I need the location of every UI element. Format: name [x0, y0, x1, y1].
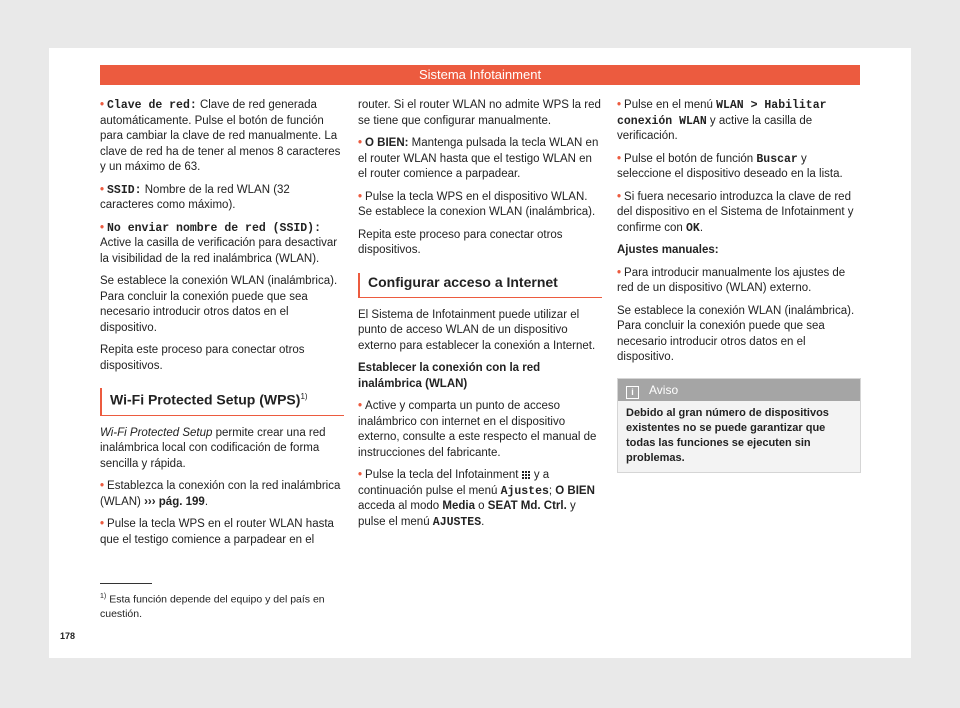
list-item: • Pulse la tecla WPS en el router WLAN hasta que el testigo comience a parpadear en el: [100, 518, 334, 546]
section-title-wps: Wi-Fi Protected Setup (WPS)$^{1)}$: [100, 388, 344, 416]
list-item: • Pulse la tecla del Infotainment y a continuación pulse el menú Ajustes; O BIEN acceda al modo Media o SEAT Md. Ctrl. y pulse el menú AJUSTES.: [358, 469, 595, 529]
list-item: • Establezca la conexión con la red inalámbrica (WLAN) ››› pág. 199.: [100, 480, 341, 508]
footnote-divider: [100, 583, 152, 584]
paragraph: Repita este proceso para conectar otros dispositivos.: [358, 228, 563, 256]
bullet: •: [617, 266, 622, 279]
paragraph: Repita este proceso para conectar otros dispositivos.: [100, 344, 305, 372]
bullet: •: [617, 190, 622, 203]
subheading: Establecer la conexión con la red inalámbrica (WLAN): [358, 362, 541, 390]
paragraph: Se establece la conexión WLAN (inalámbrica). Para concluir la conexión puede que sea necesario introducir otros datos en el dispositivo.: [100, 275, 338, 334]
section-title-internet: Configurar acceso a Internet: [358, 273, 602, 298]
page-reference-link[interactable]: ››› pág. 199: [144, 495, 205, 508]
notice-box: [617, 378, 861, 473]
column-3: [617, 98, 861, 473]
footnote: $^{1)}$ Esta función depende del equipo y del país en cuestión.: [100, 593, 325, 620]
bullet: •: [100, 480, 105, 493]
list-item: • Pulse en el menú WLAN > Habilitar conexión WLAN y active la casilla de verificación.: [617, 99, 827, 142]
bullet: •: [358, 400, 363, 412]
bullet: •: [100, 183, 105, 196]
notice-header: i Aviso: [618, 379, 860, 401]
notice-body: Debido al gran número de dispositivos existentes no se puede garantizar que todas las funciones se ejecuten sin problemas.: [618, 401, 860, 472]
list-item: • Si fuera necesario introduzca la clave de red del dispositivo en el Sistema de Infotainment y confirme con OK.: [617, 190, 854, 235]
paragraph: Se establece la conexión WLAN (inalámbrica). Para concluir la conexión puede que sea necesario introducir otros datos en el dispositivo.: [617, 304, 855, 363]
list-item: • SSID: Nombre de la red WLAN (32 caracteres como máximo).: [100, 183, 290, 211]
paragraph: El Sistema de Infotainment puede utilizar el punto de acceso WLAN de un dispositivo externo para establecer la conexión a Internet.: [358, 308, 596, 352]
bullet: •: [100, 99, 105, 111]
column-1: [100, 98, 344, 555]
subheading: Ajustes manuales:: [617, 244, 719, 256]
list-item: • Clave de red: Clave de red generada automáticamente. Pulse el botón de función para cambiar la clave de red manualmente. La clave de red ha de tener al menos 8 caracteres y un máximo de 63.: [100, 99, 341, 173]
list-item: • Pulse el botón de función Buscar y seleccione el dispositivo deseado en la lista.: [617, 152, 843, 180]
bullet: •: [617, 152, 622, 165]
info-icon: i: [626, 386, 639, 399]
bullet: •: [358, 190, 363, 203]
page-header: Sistema Infotainment: [100, 65, 860, 85]
list-item: • No enviar nombre de red (SSID): Active la casilla de verificación para desactivar la visibilidad de la red inalámbrica (WLAN).: [100, 221, 338, 265]
paragraph: Wi-Fi Protected Setup permite crear una red inalámbrica local con codificación de forma sencilla y rápida.: [100, 426, 326, 470]
list-item: • Active y comparta un punto de acceso inalámbrico con internet en el dispositivo externo, consulte a este respecto el manual de instrucciones del fabricante.: [358, 400, 597, 459]
bullet: •: [100, 221, 105, 234]
footnote-marker: 1): [300, 392, 308, 401]
page-number: 178: [60, 631, 76, 641]
list-item: • Para introducir manualmente los ajustes de red de un dispositivo (WLAN) externo.: [617, 266, 846, 294]
column-2: [358, 98, 602, 537]
paragraph: router. Si el router WLAN no admite WPS la red se tiene que configurar manualmente.: [358, 99, 601, 127]
list-item: • O BIEN: Mantenga pulsada la tecla WLAN en el router WLAN hasta que el testigo WLAN en el router comience a parpadear.: [358, 137, 599, 180]
menu-grid-icon: [522, 471, 531, 479]
bullet: •: [358, 137, 363, 149]
bullet: •: [617, 99, 622, 111]
bullet: •: [358, 469, 363, 481]
list-item: • Pulse la tecla WPS en el dispositivo WLAN. Se establece la conexion WLAN (inalámbrica).: [358, 190, 596, 218]
bullet: •: [100, 518, 105, 531]
